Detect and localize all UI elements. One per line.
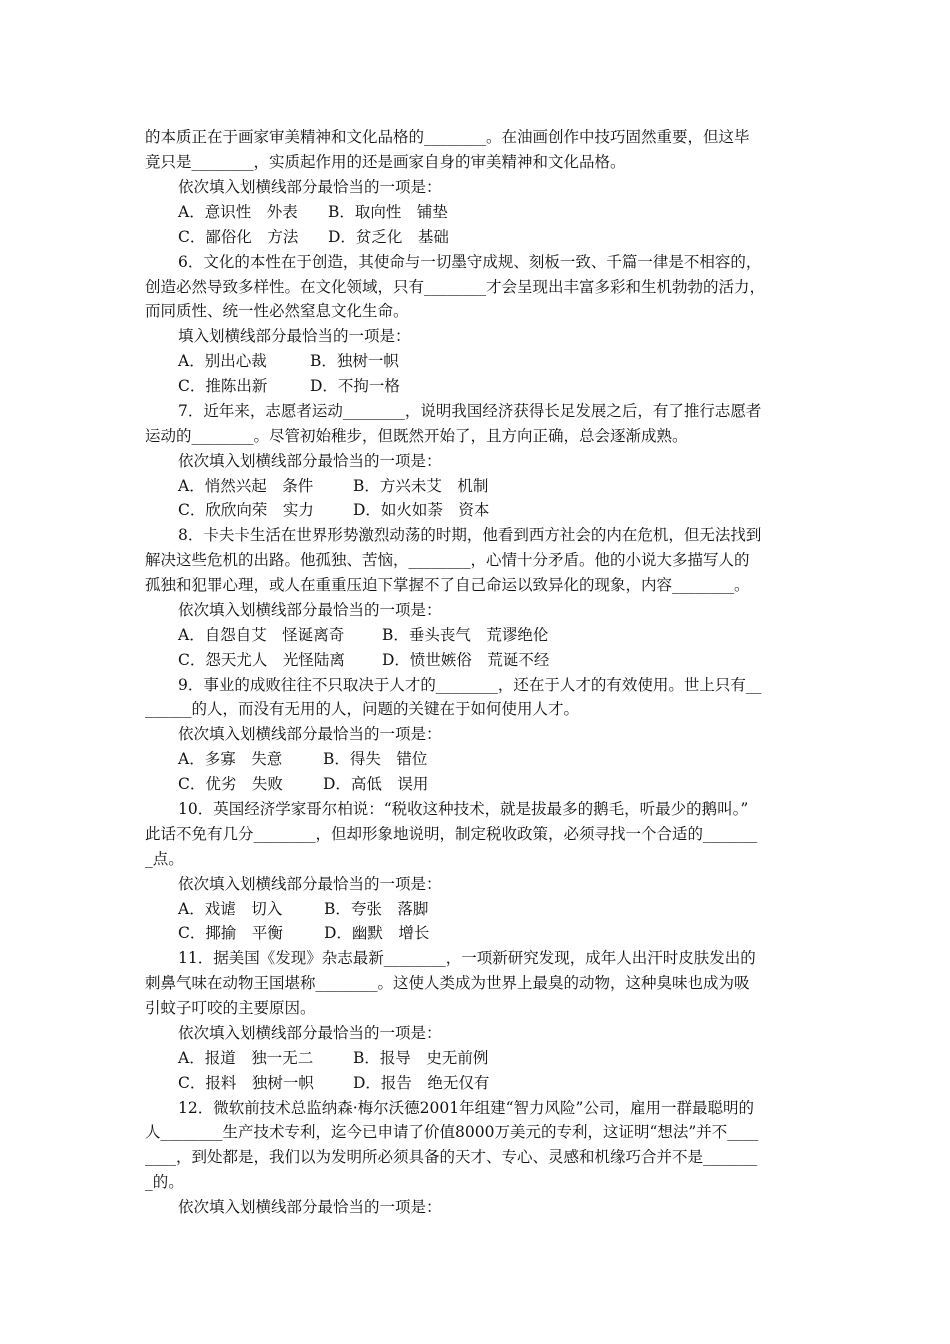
option-d: D．如火如荼 资本 (353, 501, 490, 519)
option-row (178, 623, 548, 647)
option-row (178, 374, 400, 398)
text-line: _点。 (145, 850, 184, 868)
question-9: 9．事业的成败往往不只取决于人才的________，还在于人才的有效使用。世上只有__ (178, 676, 762, 694)
text-line: 解决这些危机的出路。他孤独、苦恼，________，心情十分矛盾。他的小说大多描写人的 (145, 551, 750, 569)
option-row (178, 772, 428, 796)
option-b: B．报导 史无前例 (353, 1049, 489, 1067)
option-d: D．幽默 增长 (324, 924, 430, 942)
text-line: 竟只是________，实质起作用的还是画家自身的审美精神和文化品格。 (145, 153, 626, 171)
question-6: 6．文化的本性在于创造，其使命与一切墨守成规、刻板一致、千篇一律是不相容的， (178, 253, 762, 271)
option-row (178, 747, 427, 771)
option-c: C．报料 独树一帜 (178, 1074, 314, 1092)
text-line: _的。 (145, 1173, 184, 1191)
option-b: B．夸张 落脚 (324, 900, 429, 918)
option-c: C．怨天尤人 光怪陆离 (178, 651, 345, 669)
text-line: 运动的________。尽管初始稚步，但既然开始了，且方向正确，总会逐渐成熟。 (145, 427, 688, 445)
text-line: 刺鼻气味在动物王国堪称________。这使人类成为世界上最臭的动物，这种臭味也成为吸 (145, 974, 750, 992)
question-prompt: 依次填入划横线部分最恰当的一项是： (178, 452, 442, 470)
option-c: C．欣欣向荣 实力 (178, 501, 314, 519)
question-prompt: 依次填入划横线部分最恰当的一项是： (178, 1024, 442, 1042)
text-line: ______的人，而没有无用的人，问题的关键在于如何使用人才。 (145, 700, 580, 718)
option-c: C．鄙俗化 方法 (178, 228, 299, 246)
question-12: 12．微软前技术总监纳森·梅尔沃德2001年组建“智力风险”公司，雇用一群最聪明的 (178, 1099, 754, 1117)
question-prompt: 依次填入划横线部分最恰当的一项是： (178, 875, 442, 893)
question-prompt: 依次填入划横线部分最恰当的一项是： (178, 1198, 442, 1216)
option-b: B．取向性 铺垫 (328, 203, 448, 221)
option-row (178, 225, 449, 249)
option-row (178, 921, 429, 945)
option-row (178, 1046, 488, 1070)
option-row (178, 498, 489, 522)
option-a: A．戏谑 切入 (178, 900, 283, 918)
option-c: C．推陈出新 (178, 377, 268, 395)
text-line: ____，到处都是，我们以为发明所必须具备的天才、专心、灵感和机缘巧合并不是_______ (145, 1148, 758, 1166)
text-line: 人________生产技术专利，迄今已申请了价值8000万美元的专利，这证明“想法”并不____ (145, 1123, 759, 1141)
option-d: D．报告 绝无仅有 (353, 1074, 490, 1092)
option-row (178, 200, 448, 224)
option-d: D．贫乏化 基础 (328, 228, 449, 246)
option-a: A．自怨自艾 怪诞离奇 (178, 626, 345, 644)
text-line: 引蚊子叮咬的主要原因。 (145, 999, 316, 1017)
text-line: 而同质性、统一性必然窒息文化生命。 (145, 302, 409, 320)
option-c: C．优劣 失败 (178, 775, 283, 793)
text-line: 的本质正在于画家审美精神和文化品格的________。在油画创作中技巧固然重要，但这毕 (145, 128, 750, 146)
text-line: 此话不免有几分________，但却形象地说明，制定税收政策，必须寻找一个合适的_______ (145, 825, 758, 843)
question-7: 7．近年来，志愿者运动________，说明我国经济获得长足发展之后，有了推行志愿者 (178, 402, 762, 420)
option-a: A．报道 独一无二 (178, 1049, 314, 1067)
option-a: A．悄然兴起 条件 (178, 477, 314, 495)
option-row (178, 897, 428, 921)
option-b: B．独树一帜 (310, 352, 399, 370)
question-prompt: 依次填入划横线部分最恰当的一项是： (178, 601, 442, 619)
option-b: B．垂头丧气 荒谬绝伦 (382, 626, 549, 644)
option-b: B．方兴未艾 机制 (353, 477, 489, 495)
option-a: A．多寡 失意 (178, 750, 283, 768)
question-prompt: 依次填入划横线部分最恰当的一项是： (178, 178, 442, 196)
option-row (178, 474, 488, 498)
question-11: 11．据美国《发现》杂志最新________，一项新研究发现，成年人出汗时皮肤发出的 (178, 949, 756, 967)
option-d: D．愤世嫉俗 荒诞不经 (382, 651, 550, 669)
option-row (178, 349, 399, 373)
option-row (178, 648, 549, 672)
text-line: 创造必然导致多样性。在文化领域，只有________才会呈现出丰富多彩和生机勃勃的活力， (145, 278, 766, 296)
option-b: B．得失 错位 (323, 750, 428, 768)
option-c: C．揶揄 平衡 (178, 924, 283, 942)
option-row (178, 1071, 489, 1095)
option-d: D．高低 误用 (323, 775, 429, 793)
option-a: A．意识性 外表 (178, 203, 298, 221)
question-8: 8．卡夫卡生活在世界形势激烈动荡的时期，他看到西方社会的内在危机，但无法找到 (178, 526, 762, 544)
question-10: 10．英国经济学家哥尔柏说：“税收这种技术，就是拔最多的鹅毛，听最少的鹅叫。” (178, 800, 749, 818)
option-d: D．不拘一格 (310, 377, 400, 395)
question-prompt: 依次填入划横线部分最恰当的一项是： (178, 725, 442, 743)
question-prompt: 填入划横线部分最恰当的一项是： (178, 327, 411, 345)
option-a: A．别出心裁 (178, 352, 267, 370)
text-line: 孤独和犯罪心理，或人在重重压迫下掌握不了自己命运以致异化的现象，内容________。 (145, 576, 750, 594)
